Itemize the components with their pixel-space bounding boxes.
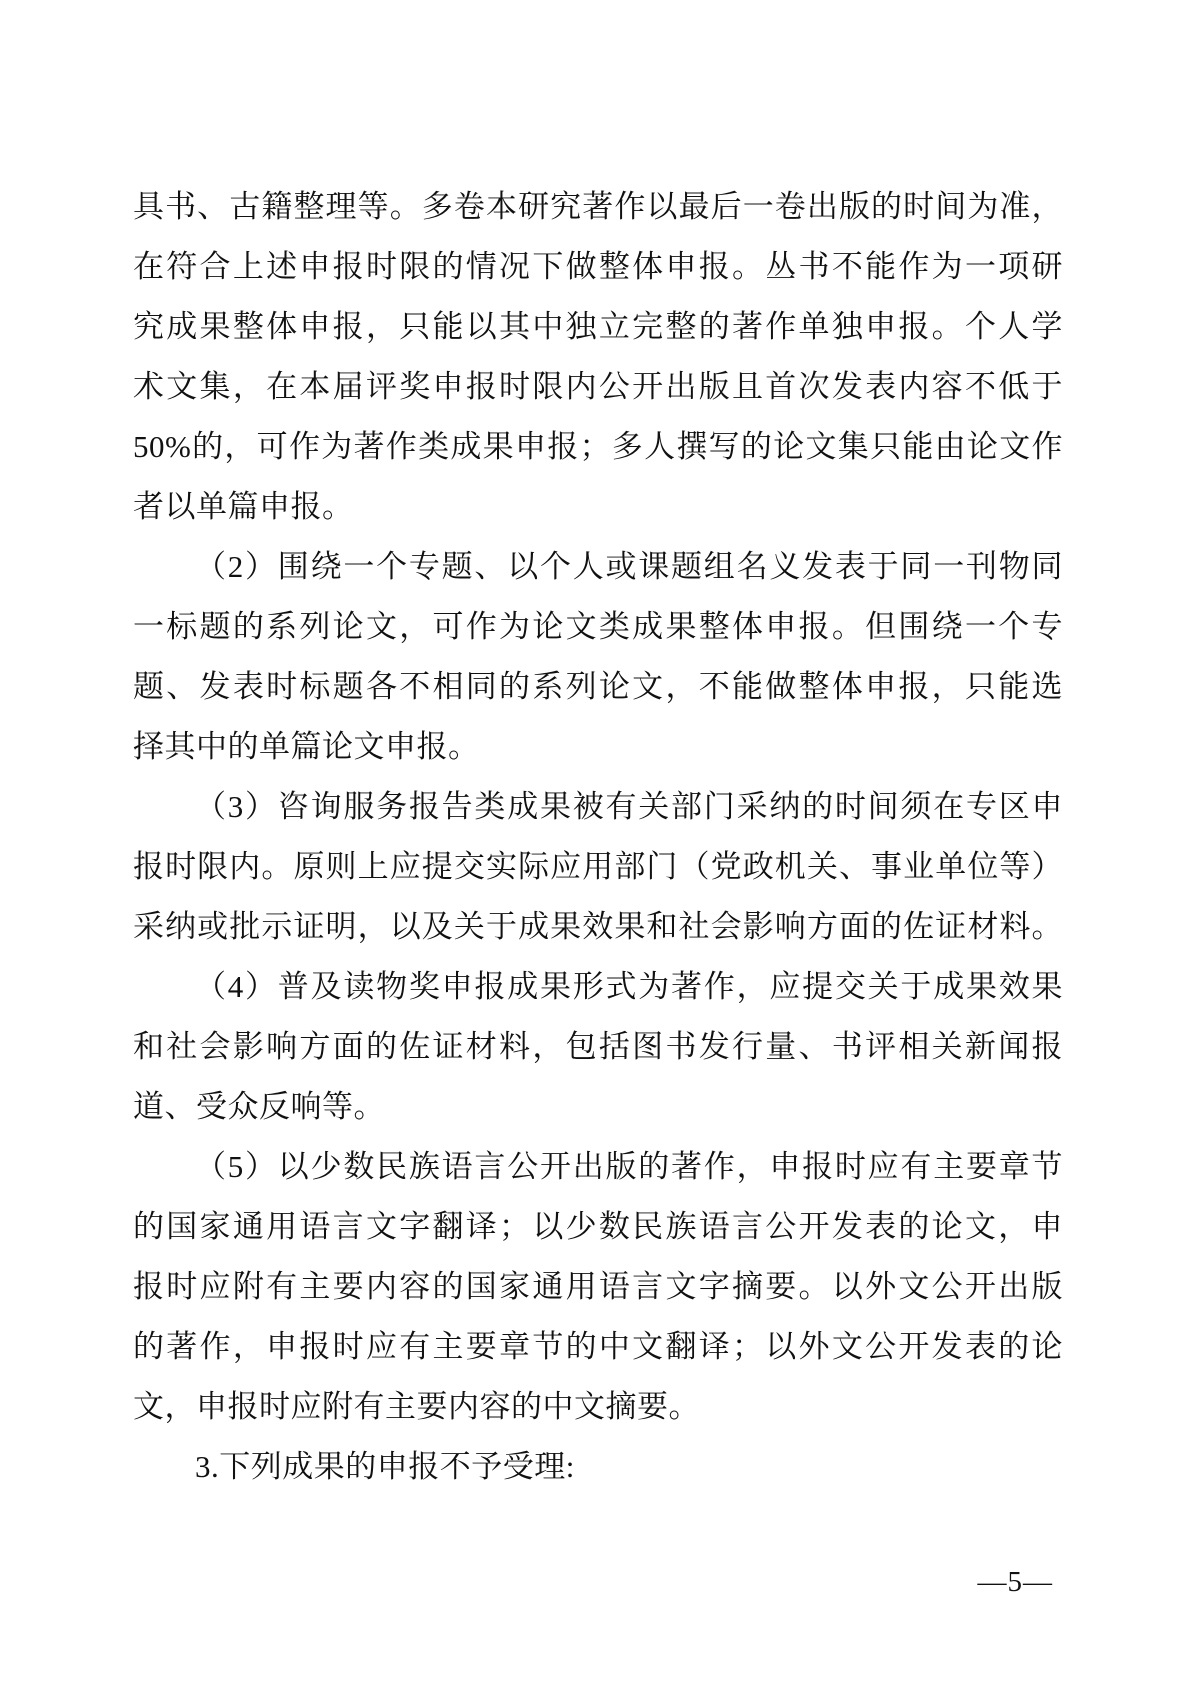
paragraph	[133, 537, 1063, 777]
text-line: （5）以少数民族语言公开出版的著作，申报时应有主要章节	[195, 1149, 1063, 1184]
page-number: —5—	[977, 1566, 1053, 1598]
paragraph	[133, 1437, 1063, 1497]
text-line: 一标题的系列论文，可作为论文类成果整体申报。但围绕一个专	[133, 609, 1063, 644]
text-line: 究成果整体申报，只能以其中独立完整的著作单独申报。个人学	[133, 309, 1063, 344]
text-line: 题、发表时标题各不相同的系列论文，不能做整体申报，只能选	[133, 669, 1063, 704]
text-line: 采纳或批示证明，以及关于成果效果和社会影响方面的佐证材料。	[133, 909, 1063, 944]
text-line: 道、受众反响等。	[133, 1089, 385, 1124]
text-line: （4）普及读物奖申报成果形式为著作，应提交关于成果效果	[195, 969, 1063, 1004]
text-line: 报时限内。原则上应提交实际应用部门（党政机关、事业单位等）	[133, 849, 1063, 884]
text-line: 的国家通用语言文字翻译；以少数民族语言公开发表的论文，申	[133, 1209, 1063, 1244]
text-line: 择其中的单篇论文申报。	[133, 729, 480, 764]
text-line: 具书、古籍整理等。多卷本研究著作以最后一卷出版的时间为准，	[133, 189, 1063, 224]
paragraph	[133, 957, 1063, 1137]
text-line: 的著作，申报时应有主要章节的中文翻译；以外文公开发表的论	[133, 1329, 1063, 1364]
text-line: （2）围绕一个专题、以个人或课题组名义发表于同一刊物同	[195, 549, 1063, 584]
paragraph	[133, 777, 1063, 957]
text-line: 报时应附有主要内容的国家通用语言文字摘要。以外文公开出版	[133, 1269, 1063, 1304]
paragraph	[133, 1137, 1063, 1437]
text-line: （3）咨询服务报告类成果被有关部门采纳的时间须在专区申	[195, 789, 1063, 824]
paragraph	[133, 177, 1063, 537]
text-line: 50%的，可作为著作类成果申报；多人撰写的论文集只能由论文作	[133, 429, 1063, 464]
document-body	[133, 177, 1063, 1497]
text-line: 和社会影响方面的佐证材料，包括图书发行量、书评相关新闻报	[133, 1029, 1063, 1064]
text-line: 文，申报时应附有主要内容的中文摘要。	[133, 1389, 700, 1424]
text-line: 3.下列成果的申报不予受理:	[195, 1449, 575, 1484]
text-line: 者以单篇申报。	[133, 489, 354, 524]
text-line: 在符合上述申报时限的情况下做整体申报。丛书不能作为一项研	[133, 249, 1063, 284]
text-line: 术文集，在本届评奖申报时限内公开出版且首次发表内容不低于	[133, 369, 1063, 404]
